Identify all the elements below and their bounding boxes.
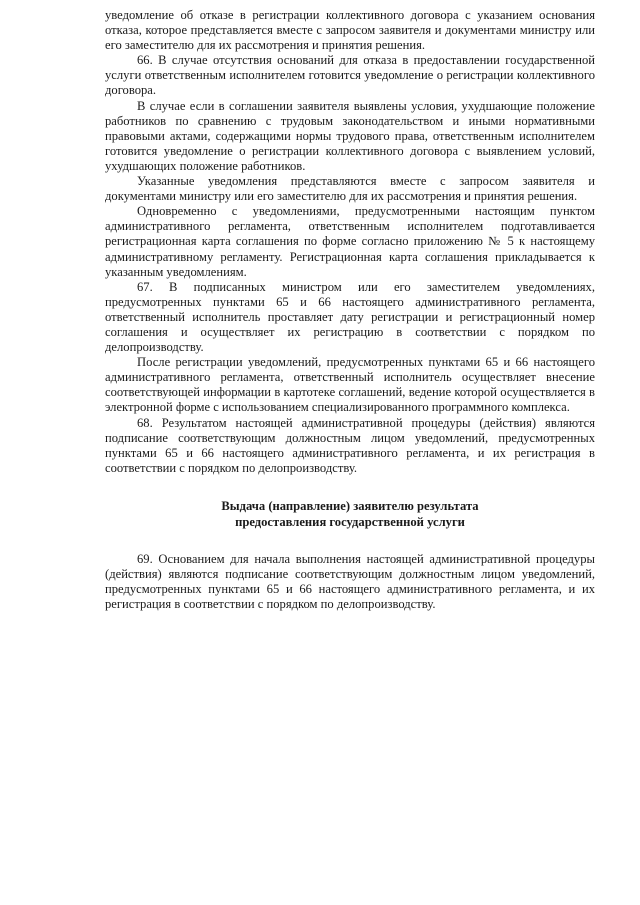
- section-heading-line1: Выдача (направление) заявителю результата: [221, 498, 479, 513]
- paragraph-67b: После регистрации уведомлений, предусмотренных пунктами 65 и 66 настоящего административного регламента, ответственный исполнитель осуществляет внесение соответствующей информации в картотеке соглашений, ведение которой осуществляется в электронной форме с использованием специализированного программного комплекса.: [105, 355, 595, 415]
- section-heading: [105, 498, 595, 530]
- paragraph-p0: уведомление об отказе в регистрации коллективного договора с указанием основания отказа, которое представляется вместе с запросом заявителя и документами министру или его заместителю для их рассмотрения и принятия решения.: [105, 8, 595, 53]
- paragraph-69: 69. Основанием для начала выполнения настоящей административной процедуры (действия) являются подписание соответствующим должностным лицом уведомлений, предусмотренных пунктами 65 и 66 настоящего административного регламента, и их регистрация в соответствии с порядком по делопроизводству.: [105, 551, 595, 612]
- paragraph-68: 68. Результатом настоящей административной процедуры (действия) являются подписание соответствующим должностным лицом уведомлений, предусмотренных пунктами 65 и 66 настоящего административного регламента, и их регистрация в соответствии с порядком по делопроизводству.: [105, 415, 595, 475]
- document-page: [105, 8, 595, 612]
- section-heading-line2: предоставления государственной услуги: [235, 514, 465, 529]
- paragraph-66c: Указанные уведомления представляются вместе с запросом заявителя и документами министру или его заместителю для их рассмотрения и принятия решения.: [105, 174, 595, 204]
- paragraph-66d: Одновременно с уведомлениями, предусмотренными настоящим пунктом административного регламента, ответственным исполнителем подготавливается регистрационная карта соглашения по форме согласно приложению № 5 к настоящему административному регламенту. Регистрационная карта соглашения прикладывается к указанным уведомлениям.: [105, 204, 595, 279]
- paragraph-66b: В случае если в соглашении заявителя выявлены условия, ухудшающие положение работников по сравнению с трудовым законодательством и иными нормативными правовыми актами, содержащими нормы трудового права, ответственным исполнителем готовится уведомление о регистрации коллективного договора с выявлением условий, ухудшающих положение работников.: [105, 98, 595, 173]
- paragraph-67: 67. В подписанных министром или его заместителем уведомлениях, предусмотренных пунктами 65 и 66 настоящего административного регламента, ответственный исполнитель проставляет дату регистрации и регистрационный номер соглашения и осуществляет их регистрацию в соответствии с порядком по делопроизводству.: [105, 279, 595, 355]
- paragraph-66: 66. В случае отсутствия оснований для отказа в предоставлении государственной услуги ответственным исполнителем готовится уведомление о регистрации коллективного договора.: [105, 53, 595, 98]
